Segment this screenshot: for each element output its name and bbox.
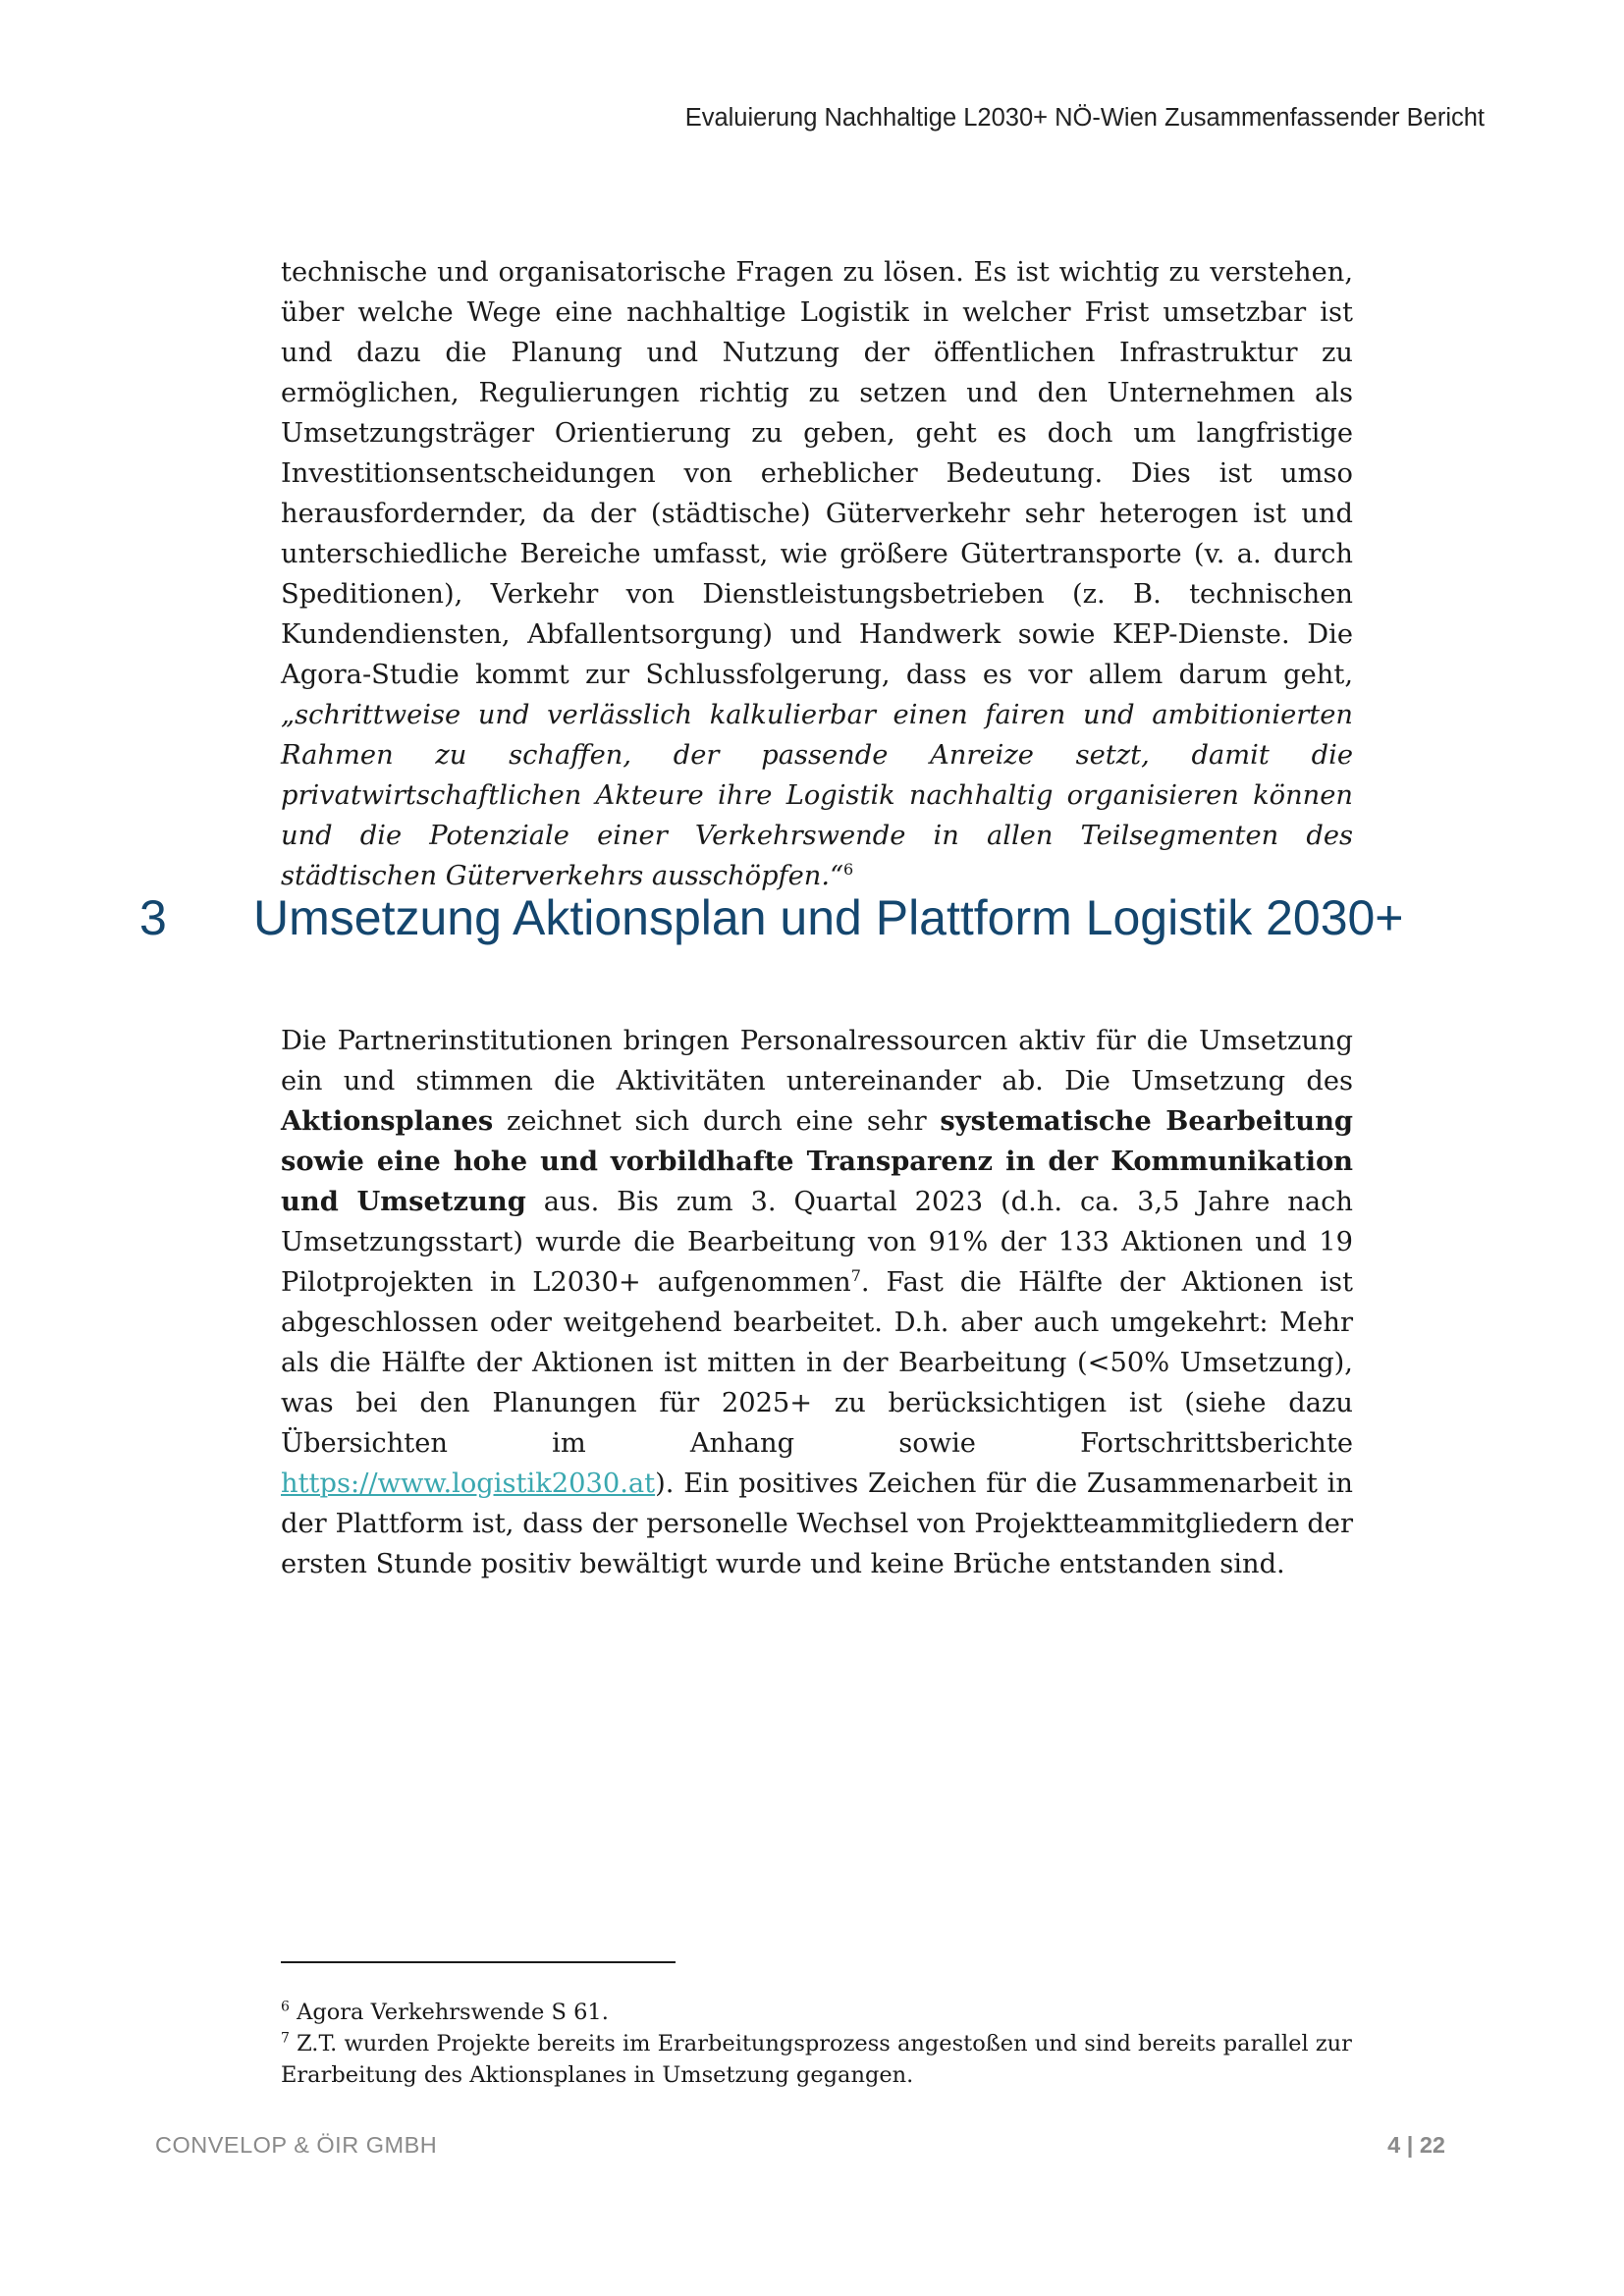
paragraph-text: . Fast die Hälfte der Aktionen ist abgeschlossen oder weitgehend bearbeitet. D.h. aber auch umgekehrt: Mehr als die Hälfte der Aktionen ist mitten in der Bearbeitung (<50% Umsetzung), was bei den Planungen für 2025+ zu berücksichtigen ist (siehe dazu Übersichten im Anhang sowie Fortschrittsberichte (281, 1267, 1354, 1459)
bold-aktionsplanes: Aktionsplanes (281, 1105, 494, 1137)
section-number: 3 (139, 890, 167, 945)
bold-transparenz: systematische Bearbeitung sowie eine hohe und vorbildhafte Transparenz in der Kommunikation und Umsetzung (281, 1105, 1353, 1217)
paragraph-guterverkehr (281, 252, 1353, 896)
footnote-divider (281, 1961, 676, 1963)
paragraph-text: ). Ein positives Zeichen für die Zusammenarbeit in der Plattform ist, dass der personelle Wechsel von Projektteammitgliedern der ersten Stunde positiv bewältigt wurde und keine Brüche entstanden sind. (281, 1468, 1353, 1579)
section-title: Umsetzung Aktionsplan und Plattform Logistik 2030+ (253, 890, 1404, 945)
section-heading (0, 889, 1624, 958)
footnote-6 (281, 1997, 1353, 2028)
paragraph-text: aus. Bis zum 3. Quartal 2023 (d.h. ca. 3,5 Jahre nach Umsetzungsstart) wurde die Bearbeitung von 91% der 133 Aktionen und 19 Pilotprojekten in L2030+ aufgenommen (281, 1187, 1353, 1298)
paragraph-text: zeichnet sich durch eine sehr (493, 1106, 941, 1137)
footer-company: CONVELOP & ÖIR GMBH (155, 2132, 438, 2158)
page-number: 4 | 22 (1387, 2132, 1445, 2158)
footnote-text: Z.T. wurden Projekte bereits im Erarbeitungsprozess angestoßen und sind bereits parallel zur Erarbeitung des Aktionsplanes in Umsetzung gegangen. (281, 2031, 1352, 2088)
agora-quote: „schrittweise und verlässlich kalkulierbar einen fairen und ambitionierten Rahmen zu schaffen, der passende Anreize setzt, damit die privatwirtschaftlichen Akteure ihre Logistik nachhaltig organisieren können und die Potenziale einer Verkehrswende in allen Teilsegmenten des städtischen Güterverkehrs ausschöpfen.“ (281, 700, 1353, 891)
footnotes (281, 1997, 1353, 2091)
footnote-number: 6 (281, 1999, 290, 2015)
footnote-ref-6[interactable]: 6 (843, 859, 854, 879)
footnote-number: 7 (281, 2030, 290, 2047)
paragraph-text: Die Partnerinstitutionen bringen Personalressourcen aktiv für die Umsetzung ein und stimmen die Aktivitäten untereinander ab. Die Umsetzung des (281, 1026, 1353, 1096)
logistik2030-link[interactable]: https://www.logistik2030.at (281, 1468, 656, 1499)
footnote-ref-7[interactable]: 7 (850, 1265, 861, 1285)
footnote-7 (281, 2028, 1353, 2091)
paragraph-text: technische und organisatorische Fragen zu lösen. Es ist wichtig zu verstehen, über welche Wege eine nachhaltige Logistik in welcher Frist umsetzbar ist und dazu die Planung und Nutzung der öffentlichen Infrastruktur zu ermöglichen, Regulierungen richtig zu setzen und den Unternehmen als Umsetzungsträger Orientierung zu geben, geht es doch um langfristige Investitionsentscheidungen von erheblicher Bedeutung. Dies ist umso herausfordernder, da der (städtische) Güterverkehr sehr heterogen ist und unterschiedliche Bereiche umfasst, wie größere Gütertransporte (v. a. durch Speditionen), Verkehr von Dienstleistungsbetrieben (z. B. technischen Kundendiensten, Abfallentsorgung) und Handwerk sowie KEP-Dienste. Die Agora-Studie kommt zur Schlussfolgerung, dass es vor allem darum geht, (281, 257, 1353, 690)
footnote-text: Agora Verkehrswende S 61. (289, 2000, 609, 2025)
running-header: Evaluierung Nachhaltige L2030+ NÖ-Wien Zusammenfassender Bericht (684, 104, 1485, 132)
paragraph-umsetzung (281, 1021, 1353, 1584)
